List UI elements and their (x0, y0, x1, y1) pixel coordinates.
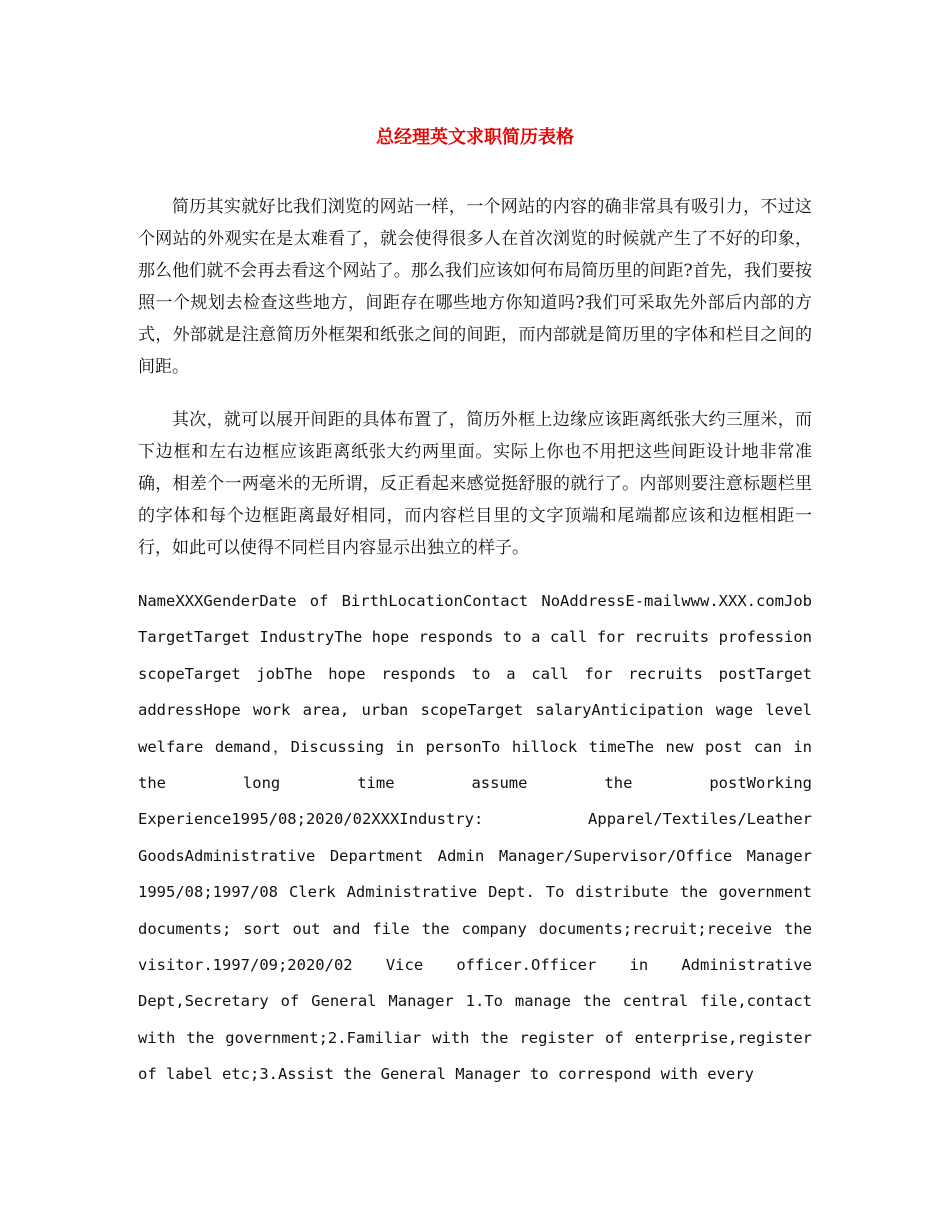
paragraph-spacing-intro: 简历其实就好比我们浏览的网站一样，一个网站的内容的确非常具有吸引力，不过这个网站的外观实在是太难看了，就会使得很多人在首次浏览的时候就产生了不好的印象，那么他们就不会再去看这个网站了。那么我们应该如何布局简历里的间距?首先，我们要按照一个规划去检查这些地方，间距存在哪些地方你知道吗?我们可采取先外部后内部的方式，外部就是注意简历外框架和纸张之间的间距，而内部就是简历里的字体和栏目之间的间距。 (138, 197, 812, 377)
document-title: 总经理英文求职简历表格 (376, 127, 574, 148)
paragraph-spacing-details: 其次，就可以展开间距的具体布置了，简历外框上边缘应该距离纸张大约三厘米，而下边框和左右边框应该距离纸张大约两里面。实际上你也不用把这些间距设计地非常准确，相差个一两毫米的无所谓，反正看起来感觉挺舒服的就行了。内部则要注意标题栏里的字体和每个边框距离最好相同，而内容栏目里的文字顶端和尾端都应该和边框相距一行，如此可以使得不同栏目内容显示出独立的样子。 (138, 410, 812, 558)
resume-text: NameXXXGenderDate of BirthLocationContact NoAddressE-mailwww.XXX.comJob TargetTarget IndustryThe hope responds to a call for recruits profession scopeTarget jobThe hope responds to a call for recruits postTarget addressHope work area, urban scopeTarget salaryAnticipation wage level welfare demand，Discussing in personTo hillock timeThe new post can in the long time assume the postWorking Experience1995/08;2020/02XXXIndustry: Apparel/Textiles/Leather GoodsAdministrative Department Admin Manager/Supervisor/Office Manager 1995/08;1997/08 Clerk Administrative Dept. To distribute the government documents; sort out and file the company documents;recruit;receive the visitor.1997/09;2020/02 Vice officer.Officer in Administrative Dept,Secretary of General Manager 1.To manage the central file,contact with the government;2.Familiar with the register of enterprise,register of label etc;3.Assist the General Manager to correspond with every (138, 592, 812, 1084)
